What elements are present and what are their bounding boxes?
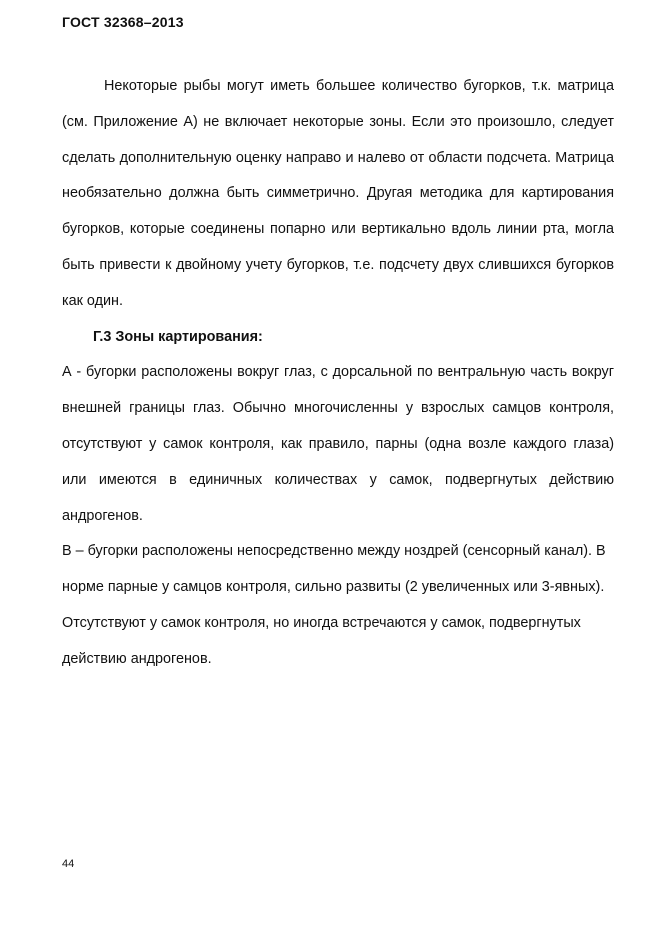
page-number: 44 <box>62 858 75 870</box>
document-body <box>62 69 614 678</box>
section-heading: Г.3 Зоны картирования: <box>93 328 263 345</box>
zone-a-paragraph: А - бугорки расположены вокруг глаз, с дорсальной по вентральную часть вокруг внешней границы глаз. Обычно многочисленны у взрослых самцов контроля, отсутствуют у самок контроля, как правило, парны (одна возле каждого глаза) или имеются в единичных количествах у самок, подвергнутых действию андрогенов. <box>62 364 614 524</box>
intro-paragraph: Некоторые рыбы могут иметь большее количество бугорков, т.к. матрица (см. Приложение А) не включает некоторые зоны. Если это произошло, следует сделать дополнительную оценку направо и налево от области подсчета. Матрица необязательно должна быть симметрично. Другая методика для картирования бугорков, которые соединены попарно или вертикально вдоль линии рта, могла быть привести к двойному учету бугорков, т.е. подсчету двух слившихся бугорков как один. <box>62 78 614 309</box>
zone-b-paragraph: В – бугорки расположены непосредственно между ноздрей (сенсорный канал). В норме парные у самцов контроля, сильно развиты (2 увеличенных или 3-явных). Отсутствуют у самок контроля, но иногда встречаются у самок, подвергнутых действию андрогенов. <box>62 543 606 667</box>
document-header: ГОСТ 32368–2013 <box>62 14 184 30</box>
